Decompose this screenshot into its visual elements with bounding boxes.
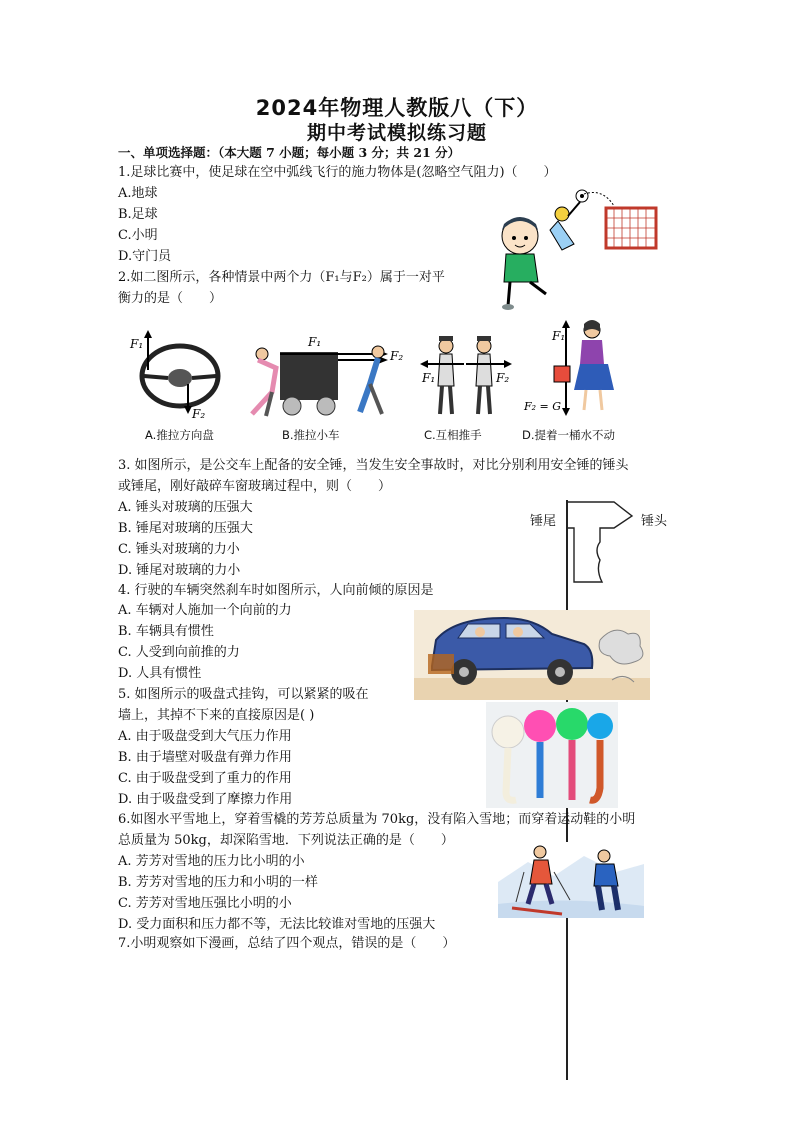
page-title-line1: 2024年物理人教版八（下） — [255, 96, 539, 120]
q5-option-b: B. 由于墙壁对吸盘有弹力作用 — [118, 750, 292, 765]
q2-caption-c: C.互相推手 — [424, 428, 482, 442]
label-f1: F₁ — [422, 371, 436, 385]
q2-caption-b: B.推拉小车 — [282, 428, 340, 442]
label-f2: F₂ — [496, 371, 510, 385]
q7-stem: 7.小明观察如下漫画，总结了四个观点，错误的是（ ） — [118, 936, 456, 951]
cart-picture — [232, 334, 410, 420]
q2-stem-line1: 2.如二图所示，各种情景中两个力（F₁与F₂）属于一对平 — [118, 270, 445, 285]
soccer-picture — [488, 186, 660, 312]
q6-stem-line1: 6.如图水平雪地上，穿着雪橇的芳芳总质量为 70kg，没有陷入雪地；而穿着运动鞋的小明 — [118, 812, 636, 827]
q6-option-b: B. 芳芳对雪地的压力和小明的一样 — [118, 875, 318, 890]
q6-stem-line2: 总质量为 50kg，却深陷雪地．下列说法正确的是（ ） — [118, 833, 454, 848]
label-f2: F₂ — [390, 349, 404, 363]
q6-option-d: D. 受力面积和压力都不等，无法比较谁对雪地的压强大 — [118, 917, 436, 932]
q2-stem-line2: 衡力的是（ ） — [118, 291, 223, 306]
label-f2: F₂ — [192, 407, 206, 421]
snow-skier-picture — [498, 842, 644, 918]
pushing-hands-picture — [420, 330, 512, 420]
q1-option-a: A.地球 — [118, 186, 158, 201]
q5-stem-line1: 5. 如图所示的吸盘式挂钩，可以紧紧的吸在 — [118, 687, 369, 702]
q5-stem-line2: 墙上，其掉不下来的直接原因是( ) — [118, 708, 315, 723]
q3-option-b: B. 锤尾对玻璃的压强大 — [118, 521, 253, 536]
section-heading: 一、单项选择题：（本大题 7 小题；每小题 3 分；共 21 分） — [118, 145, 461, 160]
q5-option-a: A. 由于吸盘受到大气压力作用 — [118, 729, 292, 744]
q4-stem: 4. 行驶的车辆突然刹车时如图所示，人向前倾的原因是 — [118, 583, 434, 598]
safety-hammer-diagram — [566, 498, 636, 588]
label-f2-g: F₂ = G — [524, 400, 562, 413]
steering-wheel-picture — [120, 326, 228, 422]
q6-option-a: A. 芳芳对雪地的压力比小明的小 — [118, 854, 305, 869]
water-bucket-picture — [522, 318, 618, 422]
q4-option-a: A. 车辆对人施加一个向前的力 — [118, 603, 292, 618]
q5-option-d: D. 由于吸盘受到了摩擦力作用 — [118, 792, 293, 807]
page-title-line2: 期中考试模拟练习题 — [306, 122, 487, 144]
braking-car-picture — [414, 610, 650, 700]
q6-option-c: C. 芳芳对雪地压强比小明的小 — [118, 896, 292, 911]
q1-option-c: C.小明 — [118, 228, 158, 243]
q1-option-b: B.足球 — [118, 207, 158, 222]
q4-option-d: D. 人具有惯性 — [118, 666, 202, 681]
label-f1: F₁ — [308, 335, 322, 349]
q4-option-c: C. 人受到向前推的力 — [118, 645, 240, 660]
q3-option-c: C. 锤头对玻璃的力小 — [118, 542, 240, 557]
q2-caption-a: A.推拉方向盘 — [145, 428, 214, 442]
q3-stem-line2: 或锤尾，刚好敲碎车窗玻璃过程中，则（ ） — [118, 479, 392, 494]
q4-option-b: B. 车辆具有惯性 — [118, 624, 214, 639]
q3-option-a: A. 锤头对玻璃的压强大 — [118, 500, 253, 515]
q1-option-d: D.守门员 — [118, 249, 172, 264]
suction-hooks-picture — [486, 702, 618, 808]
label-f1: F₁ — [130, 337, 144, 351]
q2-caption-d: D.提着一桶水不动 — [522, 428, 616, 442]
q1-stem: 1.足球比赛中，使足球在空中弧线飞行的施力物体是(忽略空气阻力)（ ） — [118, 165, 557, 180]
q3-option-d: D. 锤尾对玻璃的力小 — [118, 563, 241, 578]
q5-option-c: C. 由于吸盘受到了重力的作用 — [118, 771, 292, 786]
hammer-tail-label: 锤尾 — [530, 514, 557, 529]
hammer-head-label: 锤头 — [641, 514, 668, 529]
q3-stem-line1: 3. 如图所示，是公交车上配备的安全锤，当发生安全事故时，对比分别利用安全锤的锤头 — [118, 458, 629, 473]
label-f1: F₁ — [552, 329, 566, 343]
